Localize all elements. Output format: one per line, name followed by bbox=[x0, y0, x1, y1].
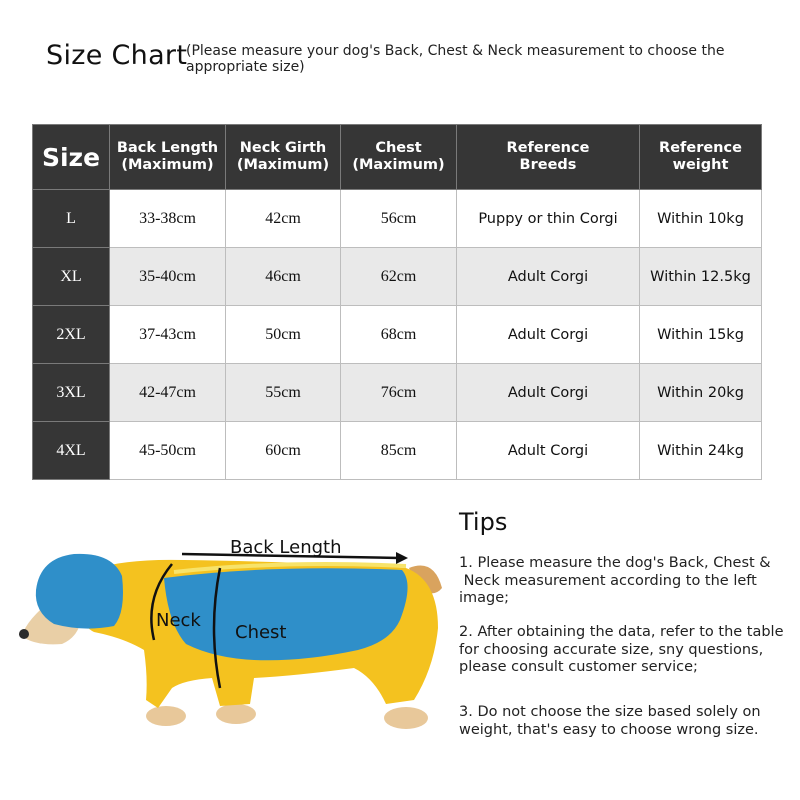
table-row bbox=[33, 306, 762, 364]
size-cell: 2XL bbox=[33, 306, 110, 364]
chest-label: Chest bbox=[235, 622, 287, 643]
weight-cell: Within 20kg bbox=[640, 364, 762, 422]
back-length-cell: 42-47cm bbox=[110, 364, 226, 422]
header-reference-breeds: Reference Breeds bbox=[457, 125, 640, 190]
dog-paw bbox=[216, 704, 256, 724]
back-length-cell: 35-40cm bbox=[110, 248, 226, 306]
weight-cell: Within 15kg bbox=[640, 306, 762, 364]
chest-cell: 56cm bbox=[341, 190, 457, 248]
weight-cell: Within 10kg bbox=[640, 190, 762, 248]
header-reference-weight: Reference weight bbox=[640, 125, 762, 190]
dog-nose bbox=[19, 629, 29, 639]
back-length-cell: 45-50cm bbox=[110, 422, 226, 480]
header-back-length: Back Length (Maximum) bbox=[110, 125, 226, 190]
back-length-cell: 33-38cm bbox=[110, 190, 226, 248]
chest-cell: 85cm bbox=[341, 422, 457, 480]
breed-cell: Adult Corgi bbox=[457, 248, 640, 306]
chest-cell: 62cm bbox=[341, 248, 457, 306]
page-title: Size Chart bbox=[46, 40, 188, 71]
breed-cell: Puppy or thin Corgi bbox=[457, 190, 640, 248]
size-cell: L bbox=[33, 190, 110, 248]
tips-title: Tips bbox=[459, 508, 508, 536]
tip-item: 2. After obtaining the data, refer to the table for choosing accurate size, sny questions, please consult customer service; bbox=[459, 624, 784, 675]
dog-paw bbox=[146, 706, 186, 726]
neck-girth-cell: 50cm bbox=[226, 306, 341, 364]
dog-paw bbox=[384, 707, 428, 729]
breed-cell: Adult Corgi bbox=[457, 364, 640, 422]
chest-cell: 68cm bbox=[341, 306, 457, 364]
arrow-head bbox=[396, 552, 408, 564]
dog-raincoat-illustration bbox=[14, 528, 454, 748]
size-cell: 3XL bbox=[33, 364, 110, 422]
tip-item: 1. Please measure the dog's Back, Chest & Neck measurement according to the left image; bbox=[459, 555, 771, 606]
table-row bbox=[33, 190, 762, 248]
weight-cell: Within 24kg bbox=[640, 422, 762, 480]
table-row bbox=[33, 364, 762, 422]
back-length-cell: 37-43cm bbox=[110, 306, 226, 364]
table-row bbox=[33, 248, 762, 306]
neck-girth-cell: 42cm bbox=[226, 190, 341, 248]
header-neck-girth: Neck Girth (Maximum) bbox=[226, 125, 341, 190]
breed-cell: Adult Corgi bbox=[457, 422, 640, 480]
chest-cell: 76cm bbox=[341, 364, 457, 422]
table-row bbox=[33, 422, 762, 480]
size-cell: 4XL bbox=[33, 422, 110, 480]
header-size: Size bbox=[33, 125, 110, 190]
size-chart-table bbox=[32, 124, 762, 480]
neck-girth-cell: 46cm bbox=[226, 248, 341, 306]
weight-cell: Within 12.5kg bbox=[640, 248, 762, 306]
raincoat-hood bbox=[36, 554, 123, 629]
neck-girth-cell: 55cm bbox=[226, 364, 341, 422]
back-length-label: Back Length bbox=[230, 537, 342, 558]
tip-item: 3. Do not choose the size based solely on weight, that's easy to choose wrong size. bbox=[459, 704, 761, 738]
breed-cell: Adult Corgi bbox=[457, 306, 640, 364]
page-subtitle: (Please measure your dog's Back, Chest & Neck measurement to choose the appropriate size) bbox=[186, 43, 725, 75]
size-cell: XL bbox=[33, 248, 110, 306]
neck-girth-cell: 60cm bbox=[226, 422, 341, 480]
table-header-row bbox=[33, 125, 762, 190]
neck-label: Neck bbox=[156, 610, 201, 631]
header-chest: Chest (Maximum) bbox=[341, 125, 457, 190]
